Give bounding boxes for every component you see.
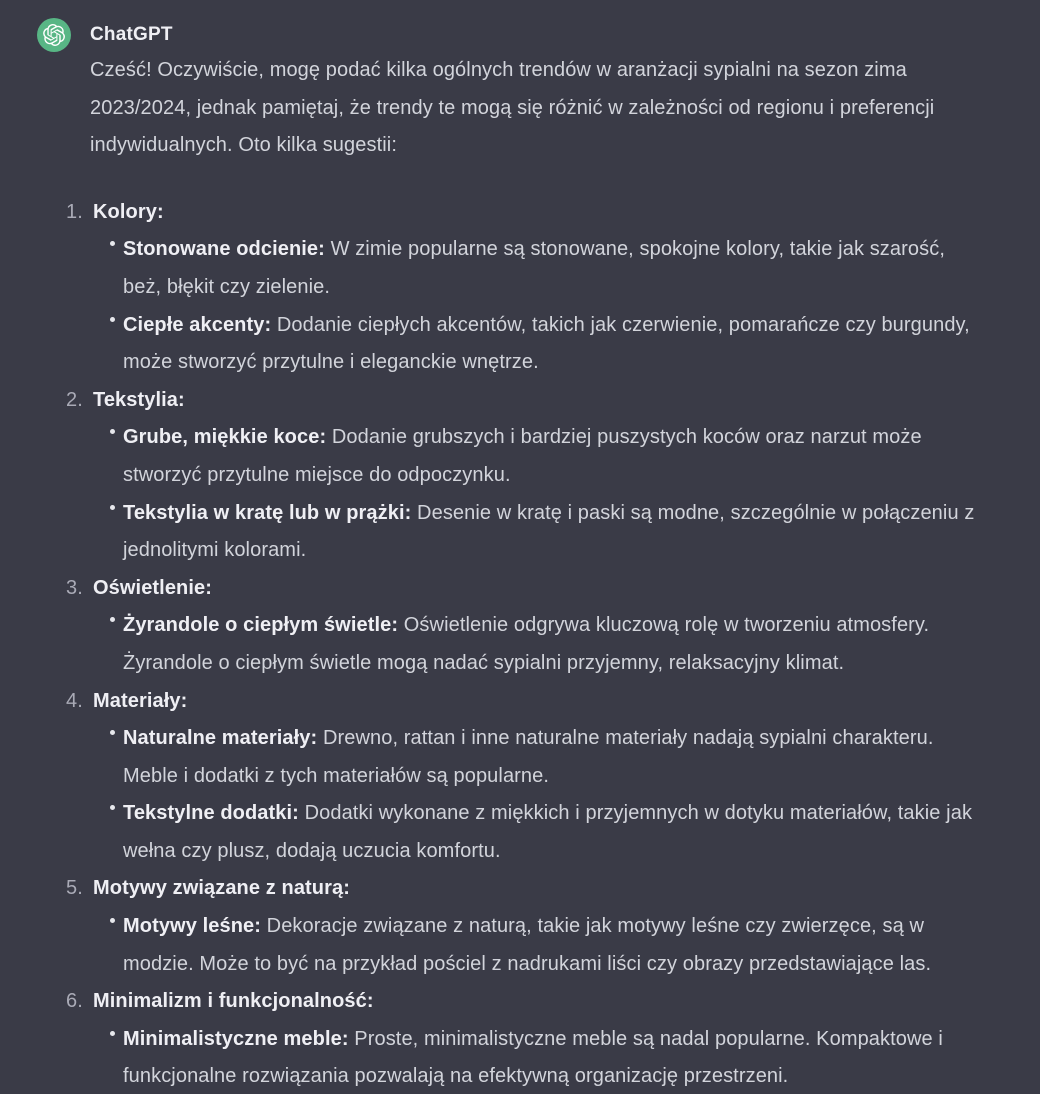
section-title: Kolory:	[93, 200, 164, 223]
bullet-text: Dodanie grubszych i bardziej puszystych koców oraz narzut może stworzyć przytulne miejsce do odpoczynku.	[123, 426, 922, 486]
bullet-list	[93, 908, 983, 983]
section-title: Motywy związane z naturą:	[93, 877, 350, 900]
chatgpt-avatar	[37, 18, 71, 52]
bullet-text: W zimie popularne są stonowane, spokojne kolory, takie jak szarość, beż, błękit czy zielenie.	[123, 238, 945, 298]
message-header	[37, 18, 983, 52]
bullet-lead: Tekstylia w kratę lub w prążki:	[123, 501, 412, 524]
list-number: 6.	[66, 990, 83, 1013]
list-item	[66, 683, 983, 871]
bullet-list	[93, 231, 983, 381]
bullet-lead: Naturalne materiały:	[123, 727, 318, 750]
list-number: 5.	[66, 877, 83, 900]
list-number: 2.	[66, 388, 83, 411]
bullet-text: Desenie w kratę i paski są modne, szczególnie w połączeniu z jednolitymi kolorami.	[123, 501, 975, 562]
trend-list	[66, 194, 983, 1094]
list-number: 1.	[66, 200, 83, 223]
intro-paragraph: Cześć! Oczywiście, mogę podać kilka ogólnych trendów w aranżacji sypialni na sezon zima 2023/2024, jednak pamiętaj, że trendy te mogą się różnić w zależności od regionu i preferencji indywidualnych. Oto kilka sugestii:	[90, 59, 935, 157]
bullet-text: Dodanie ciepłych akcentów, takich jak czerwienie, pomarańcze czy burgundy, może stworzyć przytulne i eleganckie wnętrze.	[123, 313, 970, 374]
bullet-list	[93, 419, 983, 569]
list-item	[66, 870, 983, 983]
list-item	[66, 570, 983, 683]
section-title: Tekstylia:	[93, 388, 185, 411]
list-item	[93, 1021, 983, 1094]
bullet-list	[93, 607, 983, 682]
bullet-dot-icon	[110, 317, 115, 322]
list-item	[66, 983, 983, 1094]
bullet-lead: Tekstylne dodatki:	[123, 802, 299, 825]
sender-name: ChatGPT	[90, 24, 173, 45]
bullet-list	[93, 720, 983, 870]
bullet-lead: Żyrandole o ciepłym świetle:	[123, 614, 399, 637]
bullet-dot-icon	[110, 805, 115, 810]
list-number: 4.	[66, 689, 83, 712]
list-item	[93, 307, 983, 382]
bullet-list	[93, 1021, 983, 1094]
list-item	[93, 495, 983, 570]
bullet-lead: Stonowane odcienie:	[123, 238, 325, 261]
list-number: 3.	[66, 576, 83, 599]
bullet-dot-icon	[110, 730, 115, 735]
bullet-text: Dodatki wykonane z miękkich i przyjemnych w dotyku materiałów, takie jak wełna czy plusz, dodają uczucia komfortu.	[123, 802, 973, 862]
bullet-lead: Grube, miękkie koce:	[123, 426, 327, 449]
list-item	[93, 231, 983, 306]
message-body	[66, 52, 983, 1094]
list-item	[93, 908, 983, 983]
bullet-dot-icon	[110, 617, 115, 622]
list-item	[93, 607, 983, 682]
list-item	[66, 194, 983, 382]
bullet-dot-icon	[110, 1031, 115, 1036]
bullet-text: Dekoracje związane z naturą, takie jak motywy leśne czy zwierzęce, są w modzie. Może to być na przykład pościel z nadrukami liści czy obrazy przedstawiające las.	[123, 915, 932, 975]
list-item	[66, 382, 983, 570]
section-title: Minimalizm i funkcjonalność:	[93, 990, 374, 1013]
bullet-dot-icon	[110, 505, 115, 510]
bullet-text: Proste, minimalistyczne meble są nadal popularne. Kompaktowe i funkcjonalne rozwiązania pozwalają na efektywną organizację przestrzeni.	[123, 1027, 943, 1088]
bullet-lead: Ciepłe akcenty:	[123, 313, 272, 336]
bullet-text: Drewno, rattan i inne naturalne materiały nadają sypialni charakteru. Meble i dodatki z tych materiałów są popularne.	[123, 727, 934, 787]
bullet-lead: Motywy leśne:	[123, 915, 261, 938]
list-item	[93, 720, 983, 795]
list-item	[93, 795, 983, 870]
openai-logo-icon	[43, 24, 65, 46]
bullet-dot-icon	[110, 241, 115, 246]
list-item	[93, 419, 983, 494]
section-title: Oświetlenie:	[93, 576, 213, 599]
section-title: Materiały:	[93, 689, 188, 712]
bullet-lead: Minimalistyczne meble:	[123, 1027, 349, 1050]
bullet-text: Oświetlenie odgrywa kluczową rolę w tworzeniu atmosfery. Żyrandole o ciepłym świetle mogą nadać sypialni przyjemny, relaksacyjny klimat.	[123, 614, 930, 674]
bullet-dot-icon	[110, 918, 115, 923]
bullet-dot-icon	[110, 429, 115, 434]
